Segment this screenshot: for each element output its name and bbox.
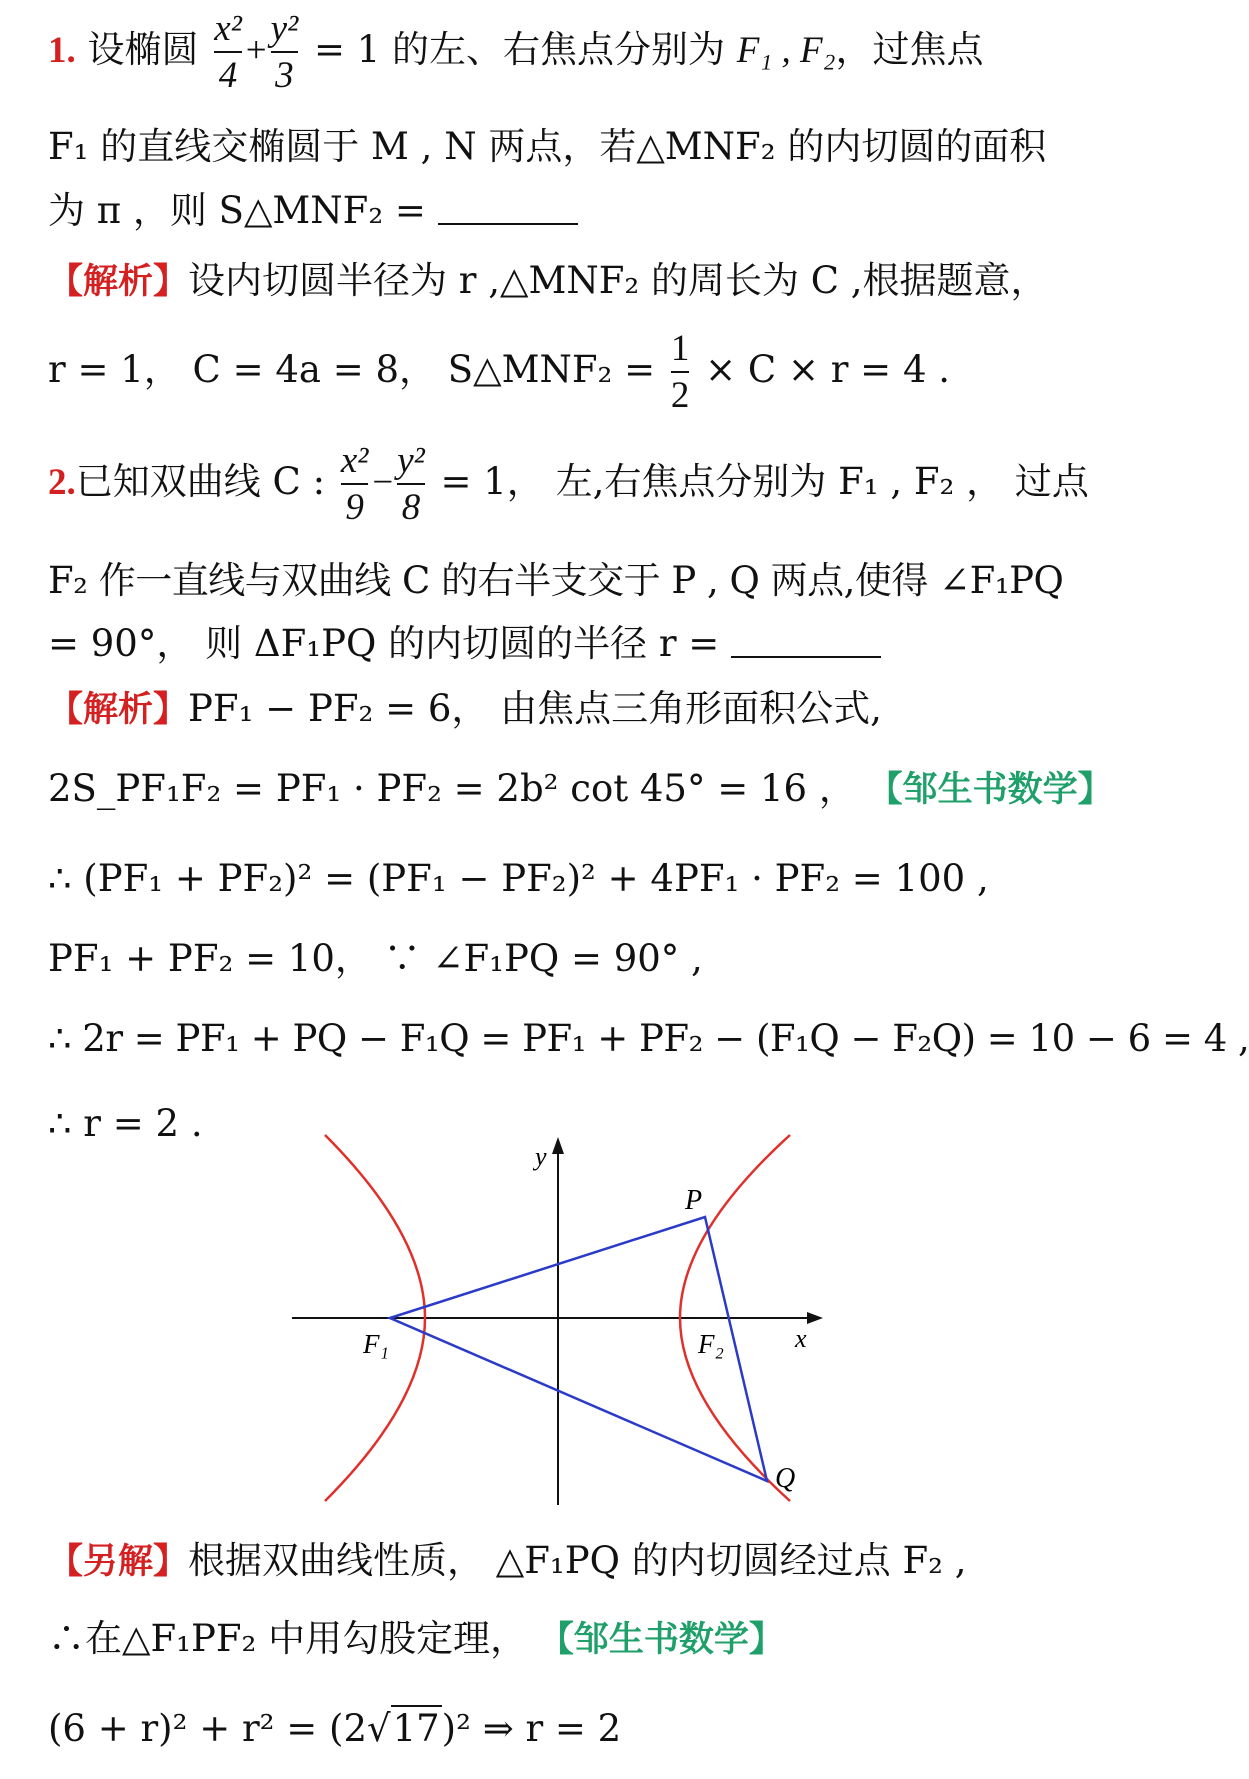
watermark: 【邹生书数学】 [538, 1620, 784, 1660]
problem2-frac-x [341, 440, 369, 529]
solution1-line2-post: × C × r = 4 . [705, 348, 951, 392]
solution2-line3: ∴ (PF₁ + PF₂)² = (PF₁ − PF₂)² + 4PF₁ · PF₂ = 100 , [48, 857, 989, 900]
label-Q: Q [775, 1463, 796, 1494]
alt-solution-line2-text: ∴在△F₁PF₂ 中用勾股定理， [48, 1617, 528, 1660]
problem1-line1-end: ，过焦点 [835, 28, 984, 72]
alt-solution-line3-pre: (6 + r)² + r² = (2 [48, 1707, 367, 1750]
sqrt-radicand: 17 [392, 1707, 440, 1750]
label-P: P [685, 1185, 703, 1216]
solution1-line1 [48, 259, 1060, 302]
label-F2: F₂ [698, 1329, 724, 1359]
label-F1: F₁ [363, 1329, 389, 1359]
solution2-line5: ∴ 2r = PF₁ + PQ − F₁Q = PF₁ + PF₂ − (F₁Q − F₂Q) = 10 − 6 = 4 , [48, 1017, 1249, 1060]
frac-numerator: x² [214, 8, 242, 49]
watermark: 【邹生书数学】 [867, 770, 1113, 810]
problem1-intro: 设椭圆 [87, 28, 199, 72]
problem2-number: 2. [48, 462, 76, 504]
label-y: y [535, 1142, 547, 1171]
x-axis-arrow [807, 1312, 823, 1324]
solution1-line2 [48, 328, 1060, 417]
solution1-tag: 【解析】 [48, 262, 189, 302]
solution2-line1-text: PF₁ − PF₂ = 6， 由焦点三角形面积公式, [188, 687, 882, 730]
label-x: x [795, 1324, 807, 1353]
problem1-number: 1. [48, 30, 76, 72]
alt-solution-line3-post: )² ⇒ r = 2 [441, 1707, 622, 1750]
frac-denominator: 4 [214, 51, 242, 98]
solution1-line2-pre: r = 1， C = 4a = 8， S△MNF₂ = [48, 348, 656, 392]
frac-denominator: 9 [341, 483, 369, 530]
frac-numerator: x² [340, 440, 369, 481]
alt-solution-line1 [48, 1539, 1060, 1582]
alt-solution-tag: 【另解】 [48, 1542, 189, 1582]
problem1-frac-y [271, 8, 299, 97]
problem1-line3 [48, 189, 1060, 232]
problem2-line3-text: = 90°， 则 ΔF₁PQ 的内切圆的半径 r = [48, 622, 720, 665]
problem1-foci: F₁ , F₂ [736, 30, 836, 72]
problem2-line3 [48, 622, 1060, 665]
problem2-line1 [48, 440, 1089, 529]
problem1-plus: + [245, 30, 267, 72]
solution2-line2 [48, 767, 1113, 810]
hyperbola-figure [280, 1125, 840, 1515]
problem2-minus: − [372, 462, 394, 504]
alt-solution-line3 [48, 1707, 1060, 1750]
answer-blank [438, 193, 578, 225]
problem2-intro: 已知双曲线 C : [75, 460, 326, 504]
problem1-line2: F₁ 的直线交椭圆于 M , N 两点，若△MNF₂ 的内切圆的面积 [48, 125, 1047, 168]
solution2-line4: PF₁ + PF₂ = 10， ∵ ∠F₁PQ = 90° , [48, 937, 703, 980]
solution2-tag: 【解析】 [48, 690, 189, 730]
problem1-line3-text: 为 π ，则 S△MNF₂ = [48, 189, 426, 232]
alt-solution-line1-text: 根据双曲线性质， △F₁PQ 的内切圆经过点 F₂ , [188, 1539, 967, 1582]
frac-numerator: 1 [670, 328, 690, 369]
frac-denominator: 2 [671, 371, 690, 418]
sqrt-sign: √ [367, 1707, 391, 1750]
solution1-line1-text: 设内切圆半径为 r ,△MNF₂ 的周长为 C ,根据题意， [188, 259, 1048, 302]
solution2-line6: ∴ r = 2 . [48, 1102, 203, 1145]
problem1-line1 [48, 8, 1060, 97]
solution2-line1 [48, 687, 1060, 730]
problem2-frac-y [397, 440, 425, 529]
frac-denominator: 3 [271, 51, 299, 98]
solution1-half [671, 328, 690, 417]
problem2-eq: = 1， 左,右焦点分别为 F₁ , F₂ ， 过点 [440, 460, 1089, 504]
problem1-frac-x [214, 8, 242, 97]
problem1-eq: = 1 的左、右焦点分别为 [313, 28, 726, 72]
alt-solution-line2 [48, 1617, 1060, 1660]
solution2-line2-text: 2S_PF₁F₂ = PF₁ · PF₂ = 2b² cot 45° = 16 ， [48, 767, 856, 810]
problem2-line2: F₂ 作一直线与双曲线 C 的右半支交于 P , Q 两点,使得 ∠F₁PQ [48, 559, 1064, 602]
frac-denominator: 8 [397, 483, 425, 530]
y-axis-arrow [552, 1137, 564, 1154]
answer-blank [731, 626, 881, 658]
frac-numerator: y² [270, 8, 299, 49]
frac-numerator: y² [397, 440, 425, 481]
